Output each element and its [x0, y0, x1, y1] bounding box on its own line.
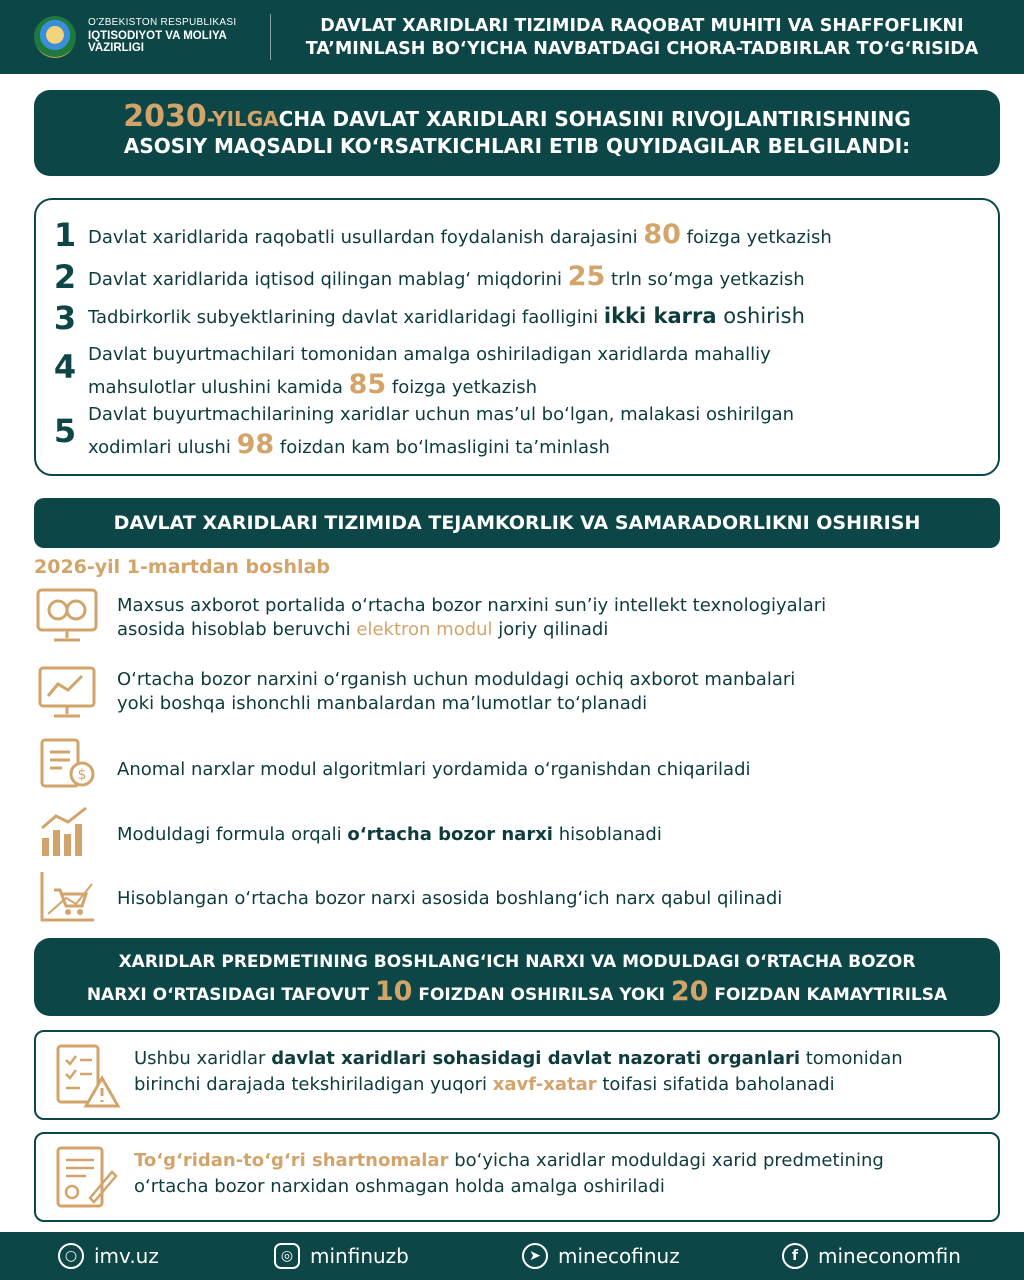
highlight: xavf-xatar: [492, 1074, 597, 1095]
goal-value: 25: [567, 261, 606, 292]
goal-number: 1: [53, 216, 77, 254]
footer-link-website[interactable]: [58, 1232, 159, 1280]
threshold-banner: [34, 938, 1000, 1016]
goal-value: 98: [236, 429, 275, 460]
consequence-card: [34, 1030, 1000, 1120]
svg-text:$: $: [77, 767, 87, 783]
highlight: elektron modul: [356, 619, 493, 640]
item-text: Anomal narxlar modul algoritmlari yordamida o‘rganishdan chiqariladi: [117, 759, 751, 780]
section-title: DAVLAT XARIDLARI TIZIMIDA TEJAMKORLIK VA SAMARADORLIKNI OSHIRISH: [34, 498, 1000, 548]
consequence-card: [34, 1132, 1000, 1222]
targets-banner: [34, 90, 1000, 176]
header-title: [282, 15, 1002, 61]
card-text: o‘rtacha bozor narxidan oshmagan holda amalga oshiriladi: [134, 1176, 665, 1197]
target-year: 2030: [123, 99, 207, 134]
threshold-value: 10: [374, 976, 413, 1007]
goal-text: Davlat buyurtmachilarining xaridlar uchun mas’ul bo‘lgan, malakasi oshirilgan xodimlari ulushi 98 foizdan kam bo‘lmasligini ta’minlash: [88, 404, 795, 460]
emphasis: o‘rtacha bozor narxi: [234, 888, 416, 909]
targets-banner-line-2: ASOSIY MAQSADLI KO‘RSATKICHLARI ETIB QUYIDAGILAR BELGILANDI:: [123, 134, 911, 158]
threshold-value: 20: [670, 976, 709, 1007]
list-item: [34, 734, 1000, 794]
item-text: yoki boshqa ishonchli manbalardan ma’lumotlar to‘planadi: [117, 693, 648, 714]
threshold-line-1: XARIDLAR PREDMETINING BOSHLANG‘ICH NARXI VA MODULDAGI O‘RTACHA BOZOR: [118, 952, 916, 972]
globe-icon: ○: [58, 1243, 84, 1269]
bar-growth-icon: [36, 802, 98, 858]
card-text: Ushbu xaridlar davlat xaridlari sohasidagi davlat nazorati organlari tomonidan: [134, 1048, 903, 1069]
goal-value: 85: [348, 369, 387, 400]
list-item: [34, 868, 1000, 928]
targets-banner-text: CHA DAVLAT XARIDLARI SOHASINI RIVOJLANTIRISHNING: [278, 107, 911, 131]
highlight: To‘g‘ridan-to‘g‘ri shartnomalar: [134, 1150, 449, 1171]
goal-text: Tadbirkorlik subyektlarining davlat xaridlaridagi faolligini ikki karra oshirish: [88, 304, 805, 328]
header-title-line-1: DAVLAT XARIDLARI TIZIMIDA RAQOBAT MUHITI VA SHAFFOFLIKNI: [320, 16, 964, 36]
goal-number: 5: [53, 412, 77, 450]
footer-link-instagram[interactable]: [274, 1232, 409, 1280]
state-emblem-icon: [34, 16, 76, 58]
goal-emphasis: ikki karra: [603, 304, 717, 328]
monitor-ai-icon: [36, 588, 98, 644]
list-item: [34, 664, 1000, 724]
facebook-icon: f: [782, 1243, 808, 1269]
item-text: asosida hisoblab beruvchi elektron modul joriy qilinadi: [117, 619, 609, 640]
goals-box: [34, 198, 1000, 476]
start-date: 2026-yil 1-martdan boshlab: [34, 556, 330, 578]
clipboard-dollar-icon: [36, 734, 98, 790]
footer-link-label[interactable]: minecofinuz: [558, 1244, 680, 1268]
card-text: To‘g‘ridan-to‘g‘ri shartnomalar bo‘yicha xaridlar moduldagi xarid predmetining: [134, 1150, 884, 1171]
ministry-line-2: IQTISODIYOT VA MOLIYA: [88, 30, 227, 42]
target-year-suffix: -YILGA: [206, 107, 279, 131]
checklist-warning-icon: [50, 1040, 122, 1112]
footer-link-label[interactable]: mineconomfin: [818, 1244, 961, 1268]
instagram-icon: ◎: [274, 1243, 300, 1269]
contract-sign-icon: [50, 1142, 122, 1214]
list-item: [34, 802, 1000, 862]
card-text: birinchi darajada tekshiriladigan yuqori xavf-xatar toifasi sifatida baholanadi: [134, 1074, 835, 1095]
ministry-line-3: VAZIRLIGI: [88, 42, 145, 54]
goal-number: 2: [53, 258, 77, 296]
targets-banner-line-1: [34, 99, 1000, 134]
goal-number: 3: [53, 299, 77, 337]
goal-number: 4: [53, 348, 77, 386]
header-title-line-2: TA’MINLASH BO‘YICHA NAVBATDAGI CHORA-TADBIRLAR TO‘G‘RISIDA: [305, 39, 979, 59]
emphasis: o‘rtacha bozor narxi: [347, 824, 553, 845]
item-text: Maxsus axborot portalida o‘rtacha bozor narxini sun’iy intellekt texnologiyalari: [117, 595, 827, 616]
goal-text: Davlat buyurtmachilari tomonidan amalga oshiriladigan xaridlarda mahalliy mahsulotlar ulushini kamida 85 foizga yetkazish: [88, 344, 771, 400]
monitor-chart-icon: [36, 664, 98, 720]
threshold-line-2: NARXI O‘RTASIDAGI TAFOVUT 10 FOIZDAN OSHIRILSA YOKI 20 FOIZDAN KAMAYTIRILSA: [86, 976, 948, 1007]
footer-link-label[interactable]: imv.uz: [94, 1244, 159, 1268]
footer: [0, 1232, 1024, 1280]
telegram-icon: ➤: [522, 1243, 548, 1269]
footer-link-label[interactable]: minfinuzb: [310, 1244, 409, 1268]
item-text: Moduldagi formula orqali o‘rtacha bozor narxi hisoblanadi: [117, 824, 662, 845]
footer-link-facebook[interactable]: [782, 1232, 961, 1280]
item-text: O‘rtacha bozor narxini o‘rganish uchun moduldagi ochiq axborot manbalari: [117, 669, 796, 690]
goal-text: Davlat xaridlarida raqobatli usullardan foydalanish darajasini 80 foizga yetkazish: [88, 219, 832, 250]
list-item: [34, 588, 1000, 648]
header-divider: [270, 14, 271, 60]
cart-chart-icon: [36, 868, 98, 924]
item-text: Hisoblangan o‘rtacha bozor narxi asosida boshlang‘ich narx qabul qilinadi: [117, 888, 783, 909]
goal-value: 80: [643, 219, 681, 250]
goal-text: Davlat xaridlarida iqtisod qilingan mablag‘ miqdorini 25 trln so‘mga yetkazish: [88, 261, 805, 292]
ministry-line-1: O'ZBEKISTON RESPUBLIKASI: [88, 17, 237, 28]
emphasis: davlat xaridlari sohasidagi davlat nazorati organlari: [271, 1048, 801, 1069]
header: [0, 0, 1024, 74]
footer-link-telegram[interactable]: [522, 1232, 680, 1280]
ministry-name: [88, 17, 268, 54]
